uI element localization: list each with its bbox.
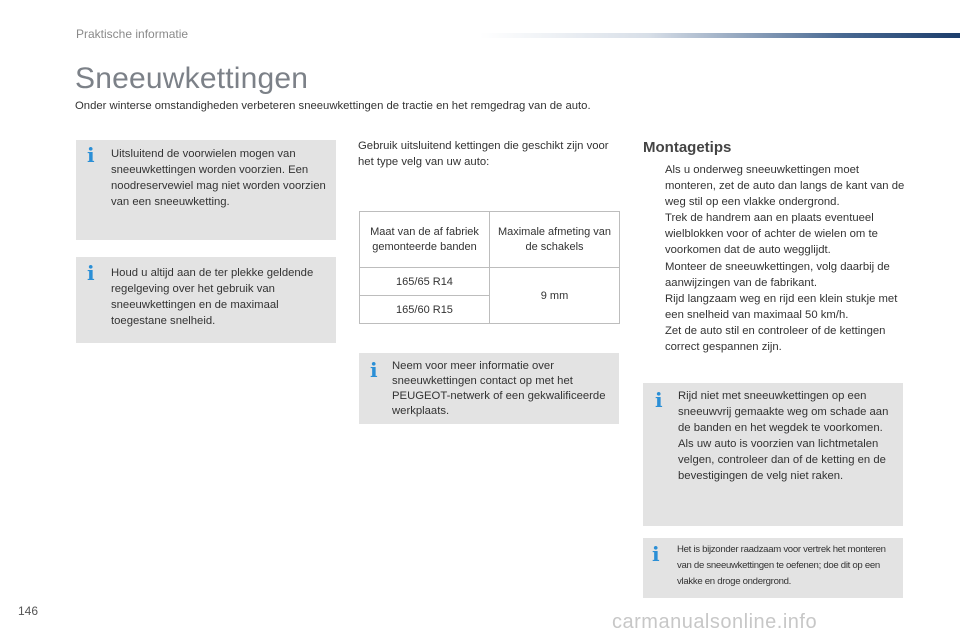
list-item: Als u onderweg sneeuwkettingen moet monteren, zet de auto dan langs de kant van de weg stil op een vlakke ondergrond. [665,164,905,209]
tire-size-cell: 165/60 R15 [360,296,490,324]
list-item: Rijd langzaam weg en rijd een klein stukje met een snelheid van maximaal 50 km/h. [665,292,898,321]
note-practice [643,538,903,598]
note-front-wheels [76,140,336,240]
chains-text: Gebruik uitsluitend kettingen die geschikt zijn voor het type velg van uw auto: [358,140,609,168]
note-more-info [359,353,619,424]
header-max-link: Maximale afmeting van de schakels [490,212,620,268]
note-text: Uitsluitend de voorwielen mogen van sneeuwkettingen worden voorzien. Een noodreservewiel mag niet worden voorzien van een sneeuwketting. [111,148,326,208]
info-icon: i [652,542,660,566]
note-text: Neem voor meer informatie over sneeuwkettingen contact op met het PEUGEOT-netwerk of een gekwalificeerde werkplaats. [392,360,606,417]
note-text: Rijd niet met sneeuwkettingen op een sneeuwvrij gemaakte weg om schade aan de banden en het wegdek te voorkomen. Als uw auto is voorzien van lichtmetalen velgen, controleer dan of de ketting en de bevestigingen de velg niet raken. [678,390,889,482]
note-regulations [76,257,336,343]
montage-steps [643,162,905,355]
page-number: 146 [18,604,39,618]
watermark: carmanualsonline.info [612,611,818,633]
chain-size-table [359,211,620,324]
tire-size-cell: 165/65 R14 [360,268,490,296]
table-row [360,268,620,296]
info-icon: i [87,143,95,167]
intro-text: Onder winterse omstandigheden verbeteren sneeuwkettingen de tractie en het remgedrag van de auto. [75,100,591,112]
max-link-cell: 9 mm [490,268,620,324]
list-item: Trek de handrem aan en plaats eventueel wielblokken voor of achter de wielen om te voorkomen dat de auto wegglijdt. [665,212,878,257]
note-text: Het is bijzonder raadzaam voor vertrek het monteren van de sneeuwkettingen te oefenen; doe dit op een vlakke en droge ondergrond. [677,544,886,587]
info-icon: i [370,358,378,382]
header-tire-size: Maat van de af fabriek gemonteerde banden [360,212,490,268]
header-bar [480,33,960,38]
info-icon: i [87,261,95,285]
note-no-snow [643,383,903,526]
list-item: Zet de auto stil en controleer of de kettingen correct gespannen zijn. [665,324,886,354]
list-item: Monteer de sneeuwkettingen, volg daarbij de aanwijzingen van de fabrikant. [665,260,890,289]
section-label: Praktische informatie [76,27,189,41]
info-icon: i [655,388,663,412]
table-header-row [360,212,620,268]
montage-title: Montagetips [643,139,732,156]
note-text: Houd u altijd aan de ter plekke geldende regelgeving over het gebruik van sneeuwkettingen en de maximaal toegestane snelheid. [111,267,314,327]
page-title: Sneeuwkettingen [75,62,309,95]
